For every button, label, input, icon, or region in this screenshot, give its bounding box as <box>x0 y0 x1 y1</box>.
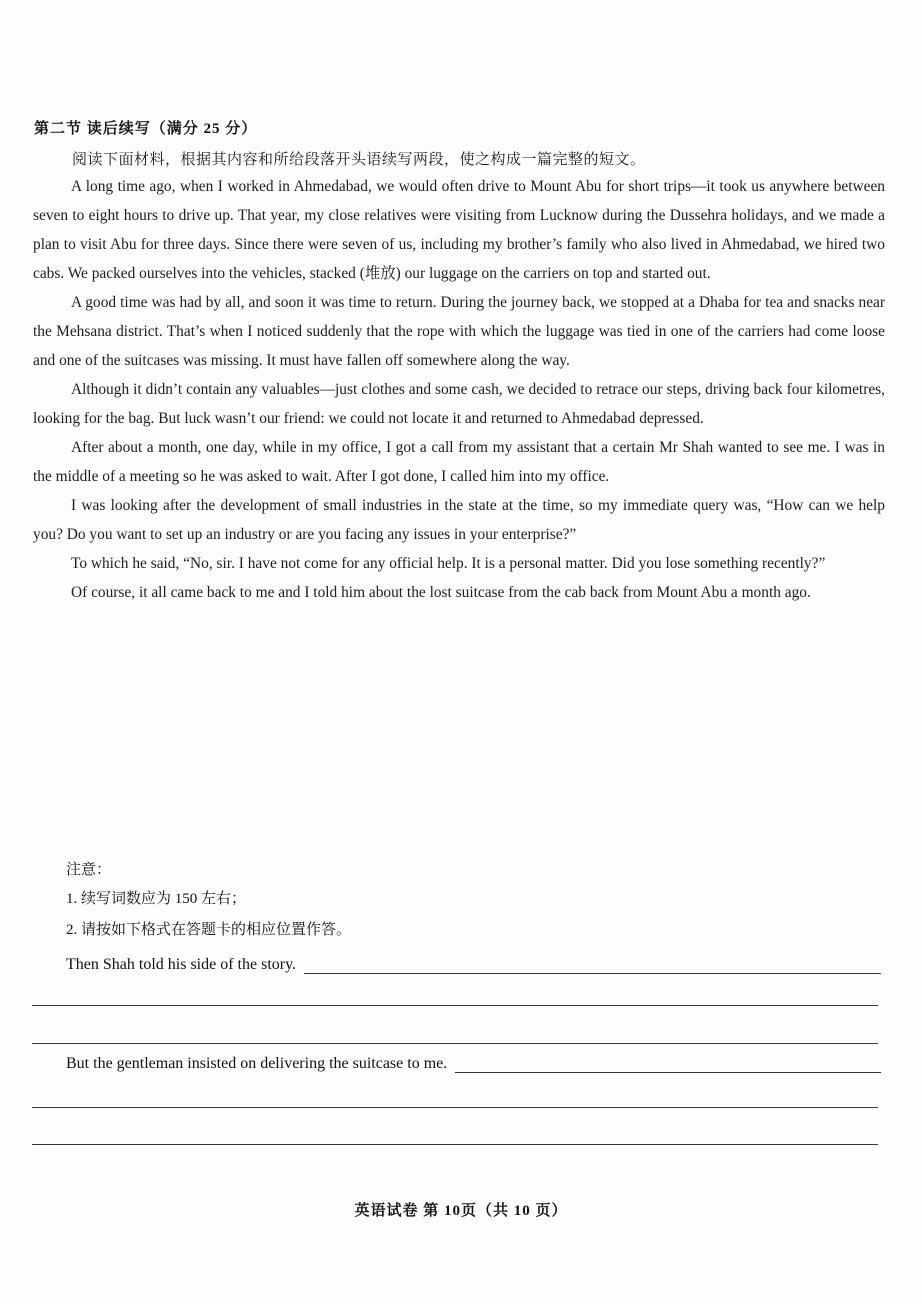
story-paragraph-1: A long time ago, when I worked in Ahmedabad, we would often drive to Mount Abu for short trips—it took us anywhere between seven to eight hours to drive up. That year, my close relatives were visiting from Lucknow during the Dussehra holidays, and we made a plan to visit Abu for three days. Since there were seven of us, including my brother’s family who also lived in Ahmedabad, we hired two cabs. We packed ourselves into the vehicles, stacked (堆放) our luggage on the carriers on top and started out. <box>33 178 885 282</box>
section-instruction: 阅读下面材料，根据其内容和所给段落开头语续写两段，使之构成一篇完整的短文。 <box>72 152 646 168</box>
answer-line-4[interactable] <box>32 1144 878 1145</box>
answer-line-2[interactable] <box>32 1043 878 1044</box>
story-paragraph-5: I was looking after the development of small industries in the state at the time, so my immediate query was, “How can we help you? Do you want to set up an industry or are you facing any issues in your enterprise?” <box>33 497 885 543</box>
answer-prompt-1-text: Then Shah told his side of the story. <box>66 956 297 973</box>
answer-blank-2[interactable] <box>455 1058 881 1073</box>
answer-line-1[interactable] <box>32 1005 878 1006</box>
story-paragraph-4: After about a month, one day, while in my office, I got a call from my assistant that a certain Mr Shah wanted to see me. I was in the middle of a meeting so he was asked to wait. After I got done, I called him into my office. <box>33 439 885 485</box>
answer-prompt-2 <box>66 1055 881 1073</box>
answer-blank-1[interactable] <box>304 959 881 974</box>
story-paragraph-6: To which he said, “No, sir. I have not come for any official help. It is a personal matter. Did you lose something recently?” <box>71 555 826 572</box>
answer-prompt-2-text: But the gentleman insisted on delivering the suitcase to me. <box>66 1055 448 1072</box>
answer-line-3[interactable] <box>32 1107 878 1108</box>
note-item-word-count: 1. 续写词数应为 150 左右； <box>66 891 247 907</box>
story-paragraph-2: A good time was had by all, and soon it was time to return. During the journey back, we stopped at a Dhaba for tea and snacks near the Mehsana district. That’s when I noticed suddenly that the rope with which the luggage was tied in one of the carriers had come loose and one of the suitcases was missing. It must have fallen off somewhere along the way. <box>33 294 885 369</box>
story-paragraph-3: Although it didn’t contain any valuables—just clothes and some cash, we decided to retrace our steps, driving back four kilometres, looking for the bag. But luck wasn’t our friend: we could not locate it and returned to Ahmedabad depressed. <box>33 381 885 427</box>
answer-prompt-1 <box>66 956 881 974</box>
section-title: 第二节 读后续写（满分 25 分） <box>34 121 258 137</box>
notes-label: 注意： <box>66 862 112 878</box>
story-passage <box>33 172 885 607</box>
story-paragraph-7: Of course, it all came back to me and I told him about the lost suitcase from the cab back from Mount Abu a month ago. <box>71 584 811 601</box>
page-footer: 英语试卷 第 10页（共 10 页） <box>354 1203 568 1219</box>
note-item-format: 2. 请按如下格式在答题卡的相应位置作答。 <box>66 922 352 938</box>
